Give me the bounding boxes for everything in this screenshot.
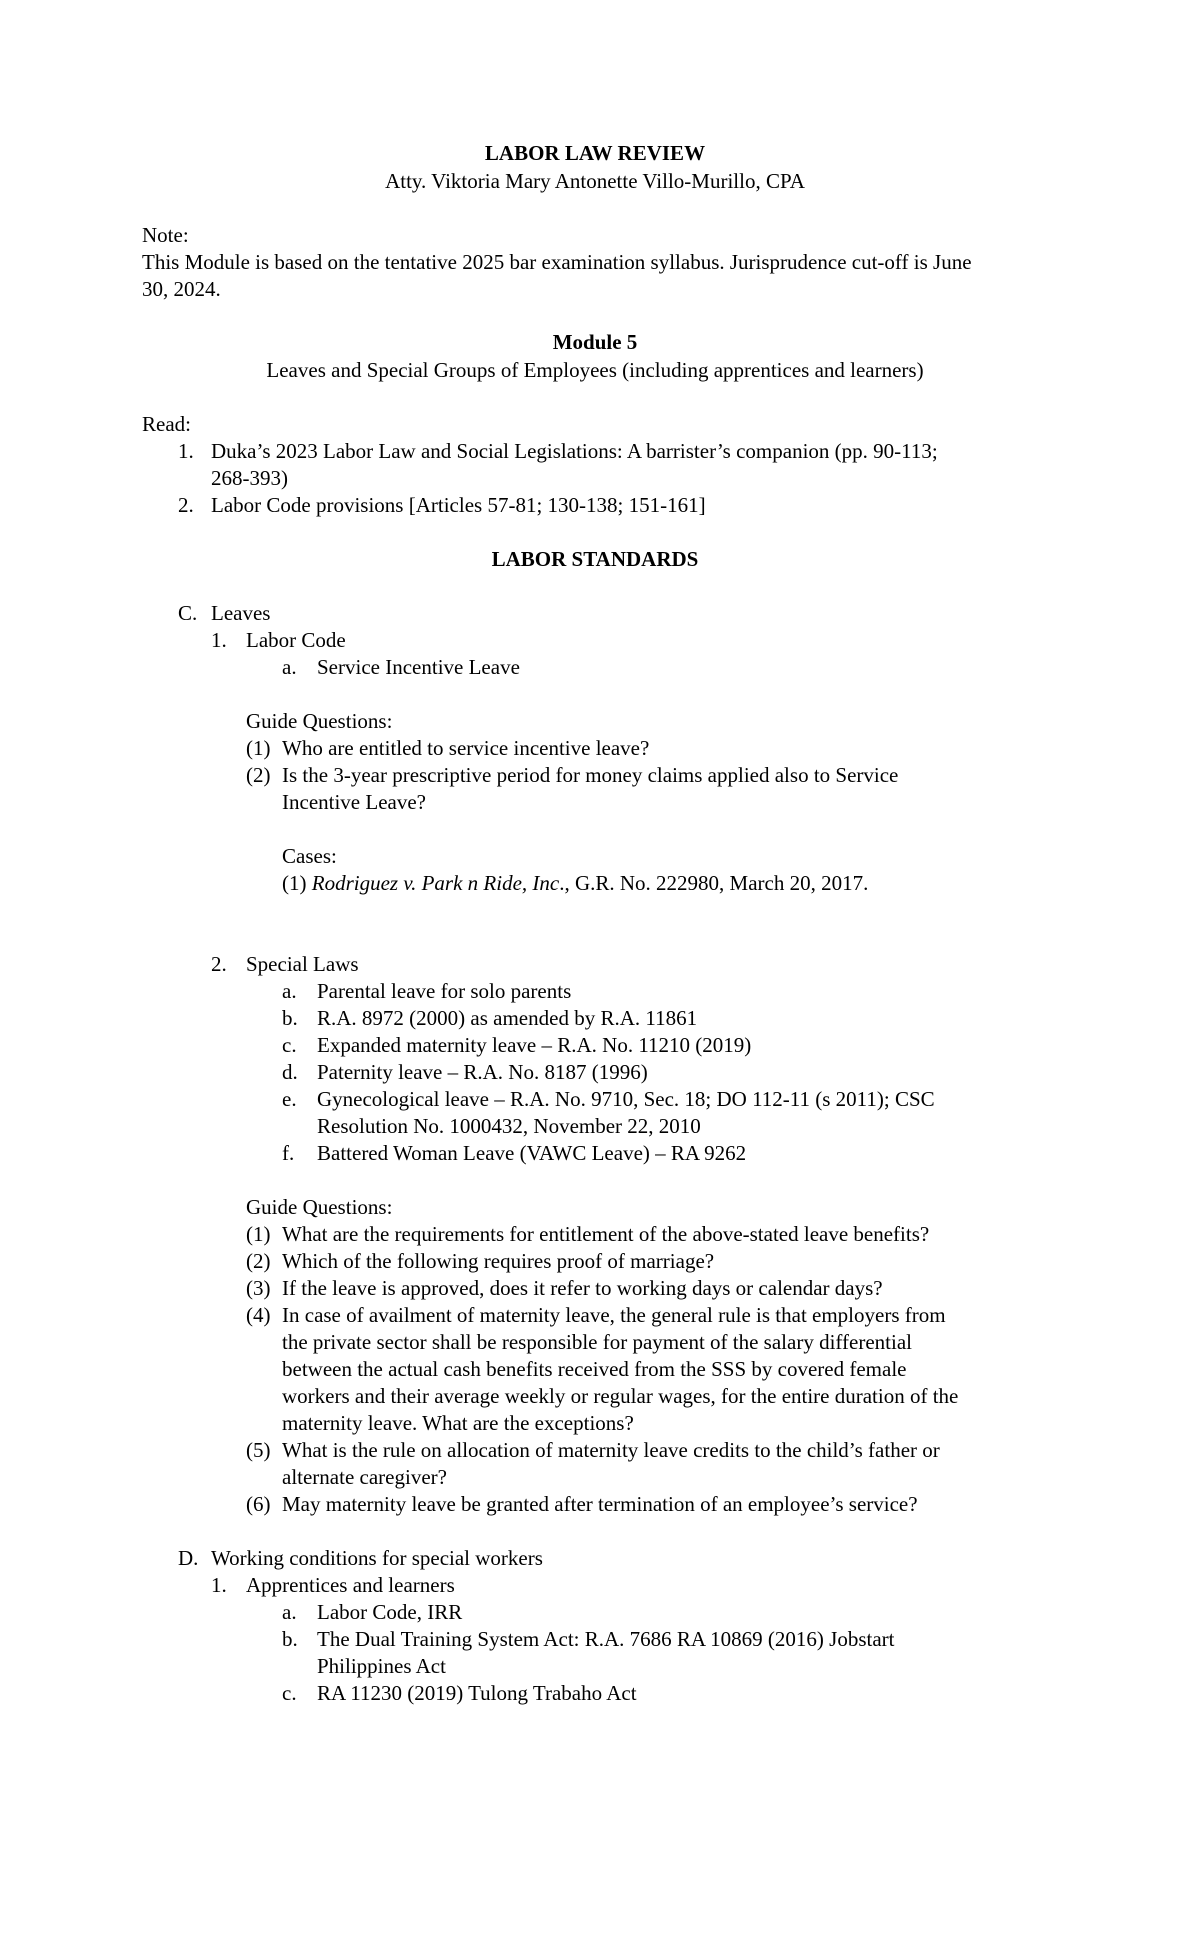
labor-code-item-a-text: Service Incentive Leave <box>317 655 520 679</box>
special-question-4-text: In case of availment of maternity leave, the general rule is that employers from <box>282 1303 946 1327</box>
guide-question-2-text: Is the 3-year prescriptive period for money claims applied also to Service <box>282 763 899 787</box>
special-law-d-marker: d. <box>282 1060 298 1084</box>
apprentices-item-a-text: Labor Code, IRR <box>317 1600 463 1624</box>
guide-question-2-text-cont: Incentive Leave? <box>282 790 426 814</box>
apprentices-title: Apprentices and learners <box>246 1573 455 1597</box>
section-d-marker: D. <box>178 1546 199 1570</box>
section-c-marker: C. <box>178 601 198 625</box>
special-question-6-marker: (6) <box>246 1492 271 1516</box>
note-text-line-1: This Module is based on the tentative 2025 bar examination syllabus. Jurisprudence cut-off is June <box>142 250 972 274</box>
apprentices-item-b-text: The Dual Training System Act: R.A. 7686 RA 10869 (2016) Jobstart <box>317 1627 895 1651</box>
special-guide-label: Guide Questions: <box>246 1195 393 1219</box>
special-law-b-marker: b. <box>282 1006 298 1030</box>
module-subtitle: Leaves and Special Groups of Employees (including apprentices and learners) <box>266 358 924 382</box>
special-law-f-marker: f. <box>282 1141 295 1165</box>
apprentices-item-a-marker: a. <box>282 1600 297 1624</box>
special-question-6-text: May maternity leave be granted after termination of an employee’s service? <box>282 1492 918 1516</box>
special-law-c-marker: c. <box>282 1033 297 1057</box>
apprentices-item-b-text-cont: Philippines Act <box>317 1654 446 1678</box>
special-law-a-text: Parental leave for solo parents <box>317 979 572 1003</box>
special-laws-marker: 2. <box>211 952 227 976</box>
special-question-1-text: What are the requirements for entitlement of the above-stated leave benefits? <box>282 1222 930 1246</box>
document-title: LABOR LAW REVIEW <box>484 141 706 165</box>
note-text-line-2: 30, 2024. <box>142 277 221 301</box>
special-question-3-text: If the leave is approved, does it refer to working days or calendar days? <box>282 1276 883 1300</box>
case-1-marker: (1) <box>282 871 307 895</box>
apprentices-marker: 1. <box>211 1573 227 1597</box>
apprentices-item-c-marker: c. <box>282 1681 297 1705</box>
guide-question-1-text: Who are entitled to service incentive leave? <box>282 736 650 760</box>
read-item-1-marker: 1. <box>178 439 194 463</box>
special-laws-title: Special Laws <box>246 952 359 976</box>
read-item-1-text: Duka’s 2023 Labor Law and Social Legislations: A barrister’s companion (pp. 90-113; <box>211 439 938 463</box>
section-c-title: Leaves <box>211 601 271 625</box>
module-title: Module 5 <box>552 330 638 354</box>
special-question-4-marker: (4) <box>246 1303 271 1327</box>
labor-code-item-a-marker: a. <box>282 655 297 679</box>
labor-code-marker: 1. <box>211 628 227 652</box>
special-law-f-text: Battered Woman Leave (VAWC Leave) – RA 9262 <box>317 1141 747 1165</box>
cases-label: Cases: <box>282 844 337 868</box>
special-question-4-text-cont: workers and their average weekly or regular wages, for the entire duration of the <box>282 1384 959 1408</box>
guide-questions-label: Guide Questions: <box>246 709 393 733</box>
special-law-a-marker: a. <box>282 979 297 1003</box>
special-question-4-text-cont: between the actual cash benefits received from the SSS by covered female <box>282 1357 907 1381</box>
special-question-2-text: Which of the following requires proof of marriage? <box>282 1249 715 1273</box>
special-law-e-marker: e. <box>282 1087 297 1111</box>
special-law-d-text: Paternity leave – R.A. No. 8187 (1996) <box>317 1060 648 1084</box>
apprentices-item-b-marker: b. <box>282 1627 298 1651</box>
read-item-2-marker: 2. <box>178 493 194 517</box>
special-law-e-text-cont: Resolution No. 1000432, November 22, 2010 <box>317 1114 701 1138</box>
read-item-2-text: Labor Code provisions [Articles 57-81; 130-138; 151-161] <box>211 493 706 517</box>
special-question-4-text-cont: maternity leave. What are the exceptions? <box>282 1411 634 1435</box>
guide-question-1-marker: (1) <box>246 736 271 760</box>
special-question-2-marker: (2) <box>246 1249 271 1273</box>
special-law-c-text: Expanded maternity leave – R.A. No. 11210 (2019) <box>317 1033 752 1057</box>
special-question-5-text-cont: alternate caregiver? <box>282 1465 447 1489</box>
case-1-citation: ., G.R. No. 222980, March 20, 2017. <box>559 871 869 895</box>
case-1 <box>282 870 868 897</box>
labor-code-title: Labor Code <box>246 628 346 652</box>
case-1-name: Rodriguez v. Park n Ride, Inc <box>311 871 560 895</box>
section-heading: LABOR STANDARDS <box>491 547 699 571</box>
special-question-4-text-cont: the private sector shall be responsible for payment of the salary differential <box>282 1330 912 1354</box>
special-question-1-marker: (1) <box>246 1222 271 1246</box>
read-item-1-text-cont: 268-393) <box>211 466 288 490</box>
guide-question-2-marker: (2) <box>246 763 271 787</box>
special-law-b-text: R.A. 8972 (2000) as amended by R.A. 11861 <box>317 1006 698 1030</box>
read-label: Read: <box>142 412 191 436</box>
author-line: Atty. Viktoria Mary Antonette Villo-Murillo, CPA <box>385 169 805 193</box>
note-label: Note: <box>142 223 189 247</box>
special-question-3-marker: (3) <box>246 1276 271 1300</box>
special-question-5-marker: (5) <box>246 1438 271 1462</box>
special-question-5-text: What is the rule on allocation of maternity leave credits to the child’s father or <box>282 1438 940 1462</box>
section-d-title: Working conditions for special workers <box>211 1546 543 1570</box>
special-law-e-text: Gynecological leave – R.A. No. 9710, Sec. 18; DO 112-11 (s 2011); CSC <box>317 1087 935 1111</box>
apprentices-item-c-text: RA 11230 (2019) Tulong Trabaho Act <box>317 1681 637 1705</box>
